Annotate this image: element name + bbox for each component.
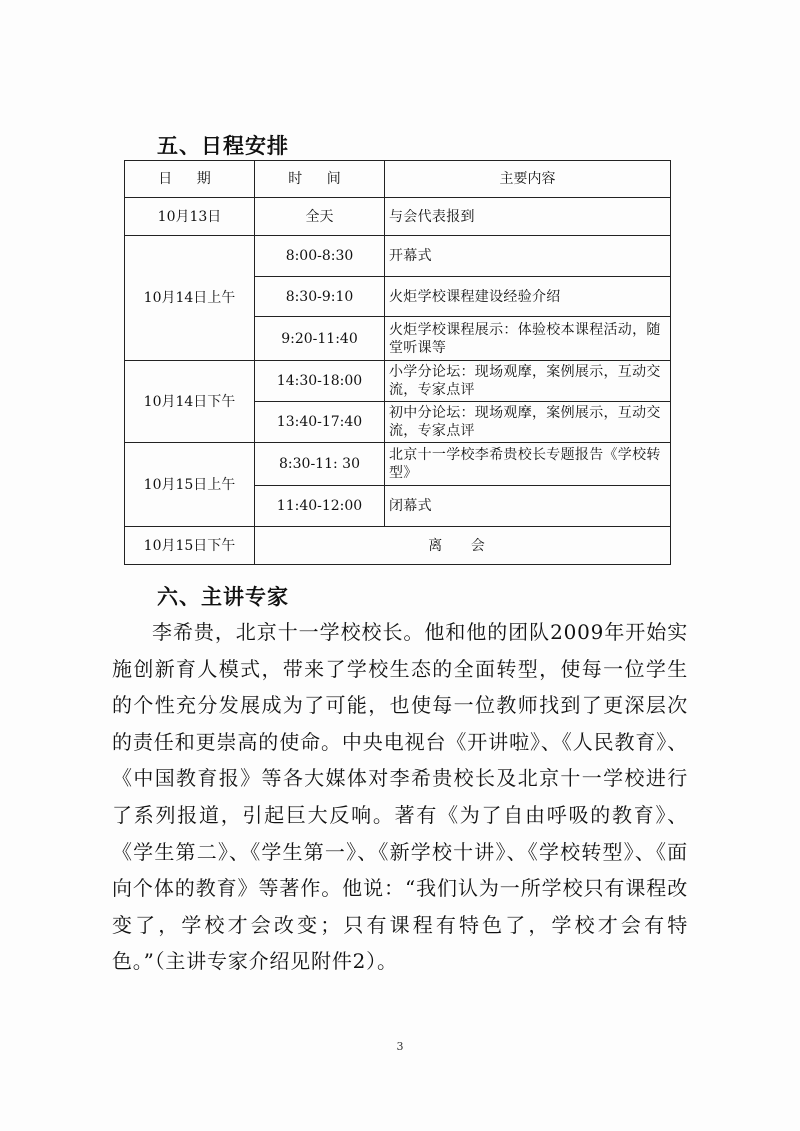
date-cell: 10月15日下午	[125, 527, 255, 565]
time-cell: 8:30-9:10	[255, 277, 385, 317]
schedule-table	[124, 160, 671, 565]
date-cell: 10月13日	[125, 198, 255, 236]
section-title-speaker: 六、主讲专家	[157, 585, 289, 609]
date-cell: 10月14日下午	[125, 361, 255, 443]
content-cell: 火炬学校课程展示：体验校本课程活动，随堂听课等	[385, 317, 671, 361]
table-row	[125, 443, 671, 486]
time-cell: 11:40-12:00	[255, 486, 385, 527]
table-row	[125, 361, 671, 402]
content-cell: 开幕式	[385, 236, 671, 277]
table-row	[125, 527, 671, 565]
time-cell: 8:30-11: 30	[255, 443, 385, 486]
speaker-bio-paragraph: 李希贵，北京十一学校校长。他和他的团队2009年开始实施创新育人模式，带来了学校生态的全面转型，使每一位学生的个性充分发展成为了可能，也使每一位教师找到了更深层次的责任和更崇高的使命。中央电视台《开讲啦》、《人民教育》、《中国教育报》等各大媒体对李希贵校长及北京十一学校进行了系列报道，引起巨大反响。著有《为了自由呼吸的教育》、《学生第二》、《学生第一》、《新学校十讲》、《学校转型》、《面向个体的教育》等著作。他说：“我们认为一所学校只有课程改变了，学校才会改变；只有课程有特色了，学校才会有特色。”（主讲专家介绍见附件2）。	[112, 620, 688, 974]
content-cell: 北京十一学校李希贵校长专题报告《学校转型》	[385, 443, 671, 486]
time-cell: 9:20-11:40	[255, 317, 385, 361]
content-cell: 小学分论坛：现场观摩，案例展示，互动交流，专家点评	[385, 361, 671, 402]
content-cell: 闭幕式	[385, 486, 671, 527]
table-row	[125, 198, 671, 236]
page-number: 3	[396, 1040, 404, 1053]
time-cell: 8:00-8:30	[255, 236, 385, 277]
time-cell: 13:40-17:40	[255, 402, 385, 443]
speaker-bio	[112, 614, 688, 980]
table-header-row	[125, 161, 671, 198]
date-cell: 10月15日上午	[125, 443, 255, 527]
content-cell: 初中分论坛：现场观摩，案例展示，互动交流，专家点评	[385, 402, 671, 443]
content-cell: 离 会	[255, 527, 671, 565]
time-cell: 14:30-18:00	[255, 361, 385, 402]
content-cell: 火炬学校课程建设经验介绍	[385, 277, 671, 317]
header-content: 主要内容	[385, 161, 671, 198]
header-date: 日 期	[125, 161, 255, 198]
content-cell: 与会代表报到	[385, 198, 671, 236]
section-title-schedule: 五、日程安排	[157, 134, 289, 158]
date-cell: 10月14日上午	[125, 236, 255, 361]
header-time: 时 间	[255, 161, 385, 198]
time-cell: 全天	[255, 198, 385, 236]
table-row	[125, 236, 671, 277]
